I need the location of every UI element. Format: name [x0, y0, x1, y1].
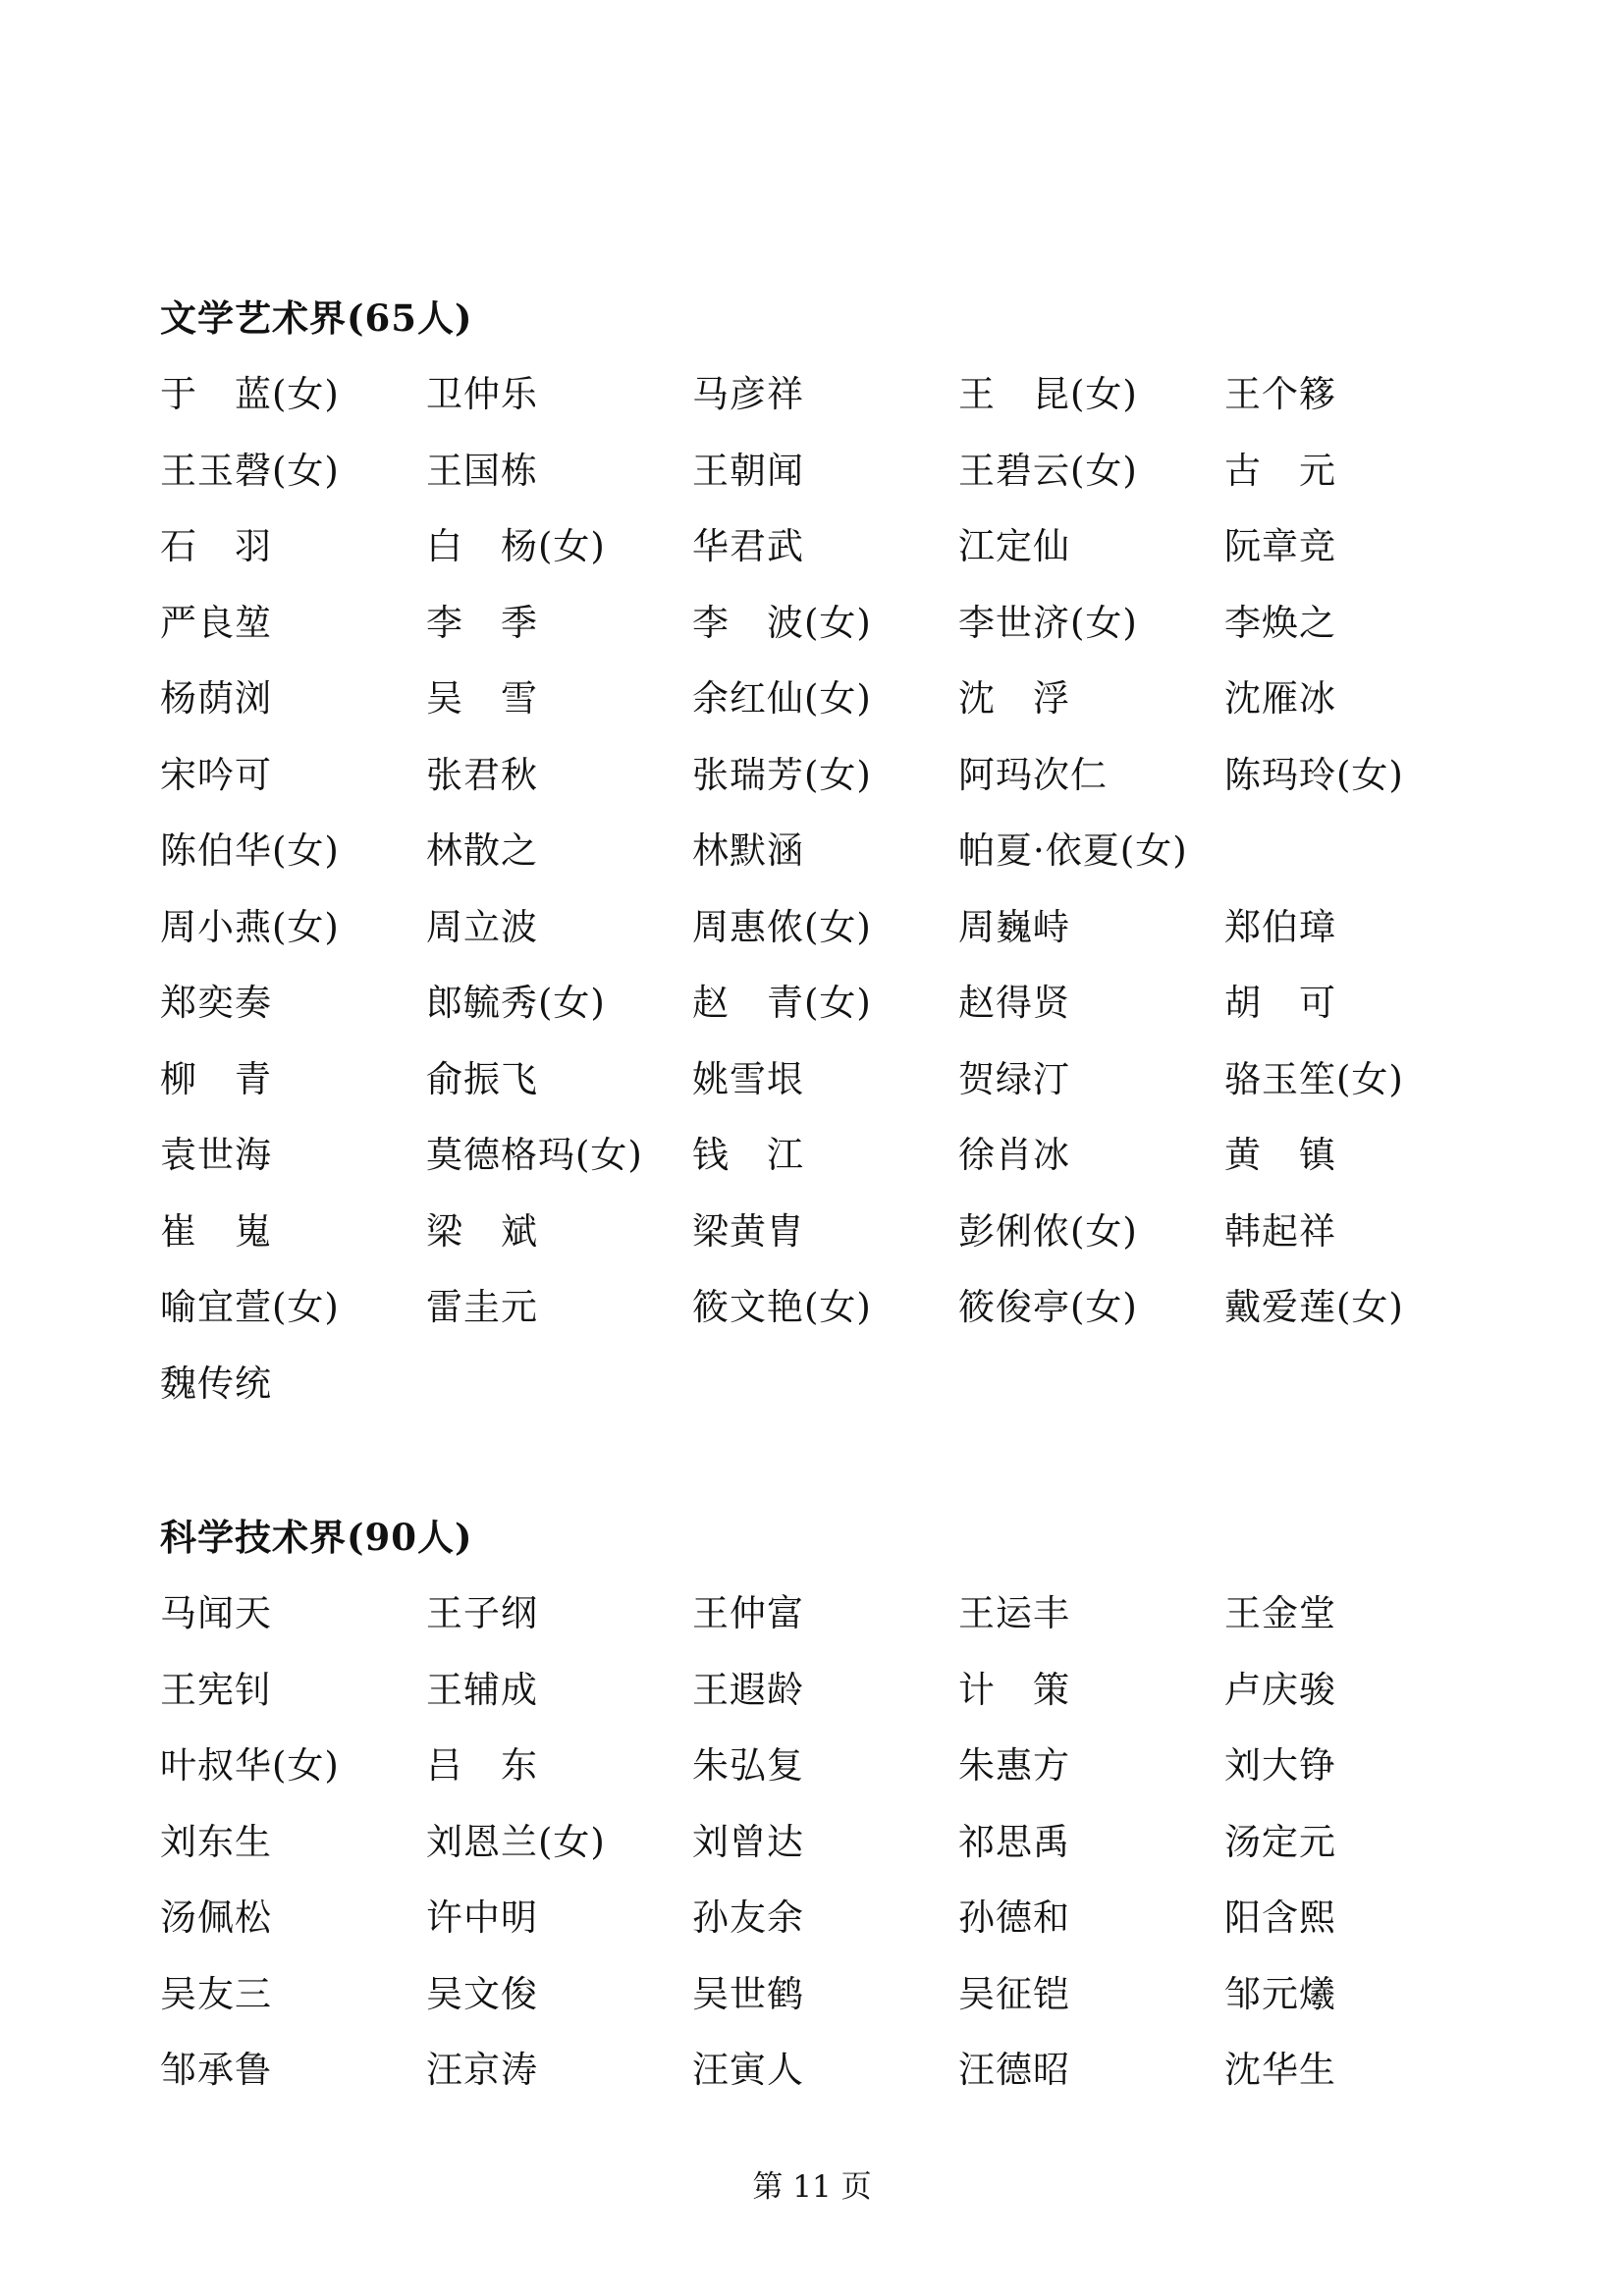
name-entry: 李焕之 [1224, 601, 1336, 644]
name-entry: 林默涵 [692, 829, 804, 872]
name-entry: 朱弘复 [692, 1744, 804, 1787]
name-entry: 周小燕(女) [160, 905, 340, 948]
name-entry: 韩起祥 [1224, 1209, 1336, 1253]
name-entry: 石 羽 [160, 525, 272, 567]
name-entry: 汪京涛 [426, 2049, 538, 2091]
section-literature-arts [160, 280, 1486, 1421]
name-entry: 筱文艳(女) [692, 1286, 872, 1328]
name-entry: 陈伯华(女) [160, 829, 340, 872]
name-entry: 余红仙(女) [692, 677, 872, 720]
name-entry: 俞振飞 [426, 1057, 538, 1100]
name-entry: 王金堂 [1224, 1592, 1336, 1634]
name-entry: 周立波 [426, 905, 538, 948]
name-entry: 戴爱莲(女) [1224, 1286, 1404, 1328]
name-entry: 王辅成 [426, 1668, 538, 1711]
name-entry: 阮章竞 [1224, 525, 1336, 567]
name-entry: 卢庆骏 [1224, 1668, 1336, 1711]
name-entry: 于 蓝(女) [160, 373, 340, 415]
name-entry: 刘曾达 [692, 1820, 804, 1863]
name-entry: 邹承鲁 [160, 2049, 272, 2091]
name-entry: 魏传统 [160, 1362, 272, 1405]
section-science-technology [160, 1499, 1486, 2109]
name-entry: 马闻天 [160, 1592, 272, 1634]
name-entry: 李 波(女) [692, 601, 872, 644]
name-entry: 严良堃 [160, 601, 272, 644]
name-entry: 柳 青 [160, 1057, 272, 1100]
name-entry: 古 元 [1224, 449, 1336, 492]
name-entry: 宋吟可 [160, 753, 272, 796]
name-entry: 周巍峙 [958, 905, 1070, 948]
name-entry: 汪德昭 [958, 2049, 1070, 2091]
name-entry: 黄 镇 [1224, 1134, 1336, 1176]
name-entry: 张瑞芳(女) [692, 753, 872, 796]
name-entry: 沈雁冰 [1224, 677, 1336, 720]
name-entry: 刘恩兰(女) [426, 1820, 606, 1863]
name-entry: 王玉磬(女) [160, 449, 340, 492]
section-heading: 文学艺术界(65人) [160, 296, 473, 340]
name-entry: 叶叔华(女) [160, 1744, 340, 1787]
name-entry: 阿玛次仁 [958, 753, 1108, 796]
name-entry: 赵得贤 [958, 982, 1070, 1024]
name-entry: 王仲富 [692, 1592, 804, 1634]
name-entry: 杨荫浏 [160, 677, 272, 720]
name-entry: 喻宜萱(女) [160, 1286, 340, 1328]
name-entry: 王朝闻 [692, 449, 804, 492]
name-entry: 汤定元 [1224, 1820, 1336, 1863]
name-entry: 郑伯璋 [1224, 905, 1336, 948]
name-entry: 孙友余 [692, 1896, 804, 1939]
name-entry: 朱惠方 [958, 1744, 1070, 1787]
name-entry: 王遐龄 [692, 1668, 804, 1711]
name-entry: 沈华生 [1224, 2049, 1336, 2091]
name-entry: 孙德和 [958, 1896, 1070, 1939]
name-entry: 王碧云(女) [958, 449, 1138, 492]
page-number: 第 11 页 [752, 2169, 872, 2205]
name-grid [160, 356, 1486, 1421]
name-entry: 吕 东 [426, 1744, 538, 1787]
name-entry: 华君武 [692, 525, 804, 567]
name-entry: 周惠侬(女) [692, 905, 872, 948]
name-entry: 贺绿汀 [958, 1057, 1070, 1100]
name-entry: 王运丰 [958, 1592, 1070, 1634]
name-entry: 钱 江 [692, 1134, 804, 1176]
name-entry: 沈 浮 [958, 677, 1070, 720]
name-entry: 许中明 [426, 1896, 538, 1939]
name-entry: 吴 雪 [426, 677, 538, 720]
name-entry: 卫仲乐 [426, 373, 538, 415]
name-entry: 梁 斌 [426, 1209, 538, 1253]
name-entry: 计 策 [958, 1668, 1070, 1711]
name-entry: 袁世海 [160, 1134, 272, 1176]
name-entry: 筱俊亭(女) [958, 1286, 1138, 1328]
name-entry: 王子纲 [426, 1592, 538, 1634]
name-entry: 王个簃 [1224, 373, 1336, 415]
name-entry: 王宪钊 [160, 1668, 272, 1711]
name-entry: 江定仙 [958, 525, 1070, 567]
name-entry: 莫德格玛(女) [426, 1134, 643, 1176]
name-entry: 阳含熙 [1224, 1896, 1336, 1939]
name-entry: 雷圭元 [426, 1286, 538, 1328]
name-entry: 汪寅人 [692, 2049, 804, 2091]
name-entry: 邹元爔 [1224, 1972, 1336, 2015]
name-entry: 徐肖冰 [958, 1134, 1070, 1176]
name-entry: 李 季 [426, 601, 538, 644]
name-entry: 骆玉笙(女) [1224, 1057, 1404, 1100]
name-entry: 林散之 [426, 829, 538, 872]
name-entry: 王国栋 [426, 449, 538, 492]
name-entry: 郎毓秀(女) [426, 982, 606, 1024]
name-entry: 马彦祥 [692, 373, 804, 415]
name-entry: 白 杨(女) [426, 525, 606, 567]
name-entry: 梁黄胄 [692, 1209, 804, 1253]
name-entry: 王 昆(女) [958, 373, 1138, 415]
name-entry: 陈玛玲(女) [1224, 753, 1404, 796]
name-entry: 郑奕奏 [160, 982, 272, 1024]
name-entry: 彭俐侬(女) [958, 1209, 1138, 1253]
name-entry: 刘大铮 [1224, 1744, 1336, 1787]
name-grid [160, 1575, 1486, 2109]
name-entry: 吴友三 [160, 1972, 272, 2015]
name-entry: 吴征铠 [958, 1972, 1070, 2015]
name-entry: 吴世鹤 [692, 1972, 804, 2015]
name-entry: 帕夏·依夏(女) [958, 829, 1188, 872]
name-entry: 汤佩松 [160, 1896, 272, 1939]
name-entry: 赵 青(女) [692, 982, 872, 1024]
name-entry: 张君秋 [426, 753, 538, 796]
name-entry: 崔 嵬 [160, 1209, 272, 1253]
name-entry: 姚雪垠 [692, 1057, 804, 1100]
name-entry: 祁思禹 [958, 1820, 1070, 1863]
name-entry: 胡 可 [1224, 982, 1336, 1024]
name-entry: 刘东生 [160, 1820, 272, 1863]
name-entry: 吴文俊 [426, 1972, 538, 2015]
section-heading: 科学技术界(90人) [160, 1516, 473, 1559]
name-entry: 李世济(女) [958, 601, 1138, 644]
